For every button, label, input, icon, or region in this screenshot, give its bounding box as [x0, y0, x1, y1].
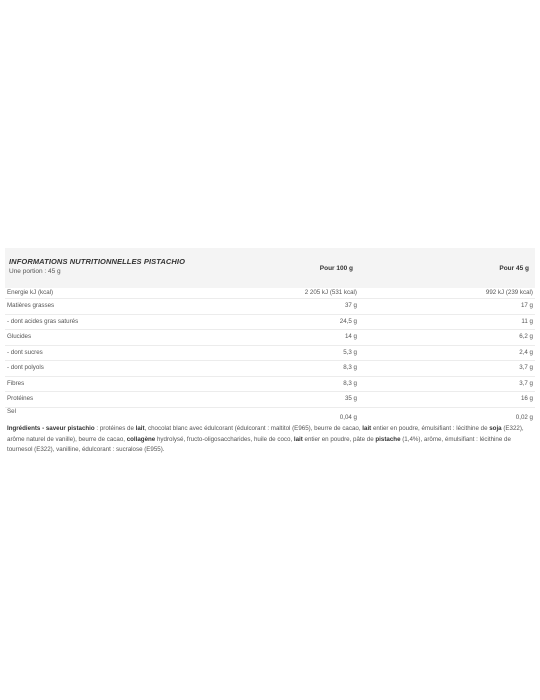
row-value-per100: 8,3 g	[343, 379, 357, 387]
table-row	[5, 361, 535, 377]
portion-size: Une portion : 45 g	[9, 268, 61, 275]
row-value-per45: 3,7 g	[519, 379, 533, 387]
row-label: - dont acides gras saturés	[7, 317, 79, 325]
nutrition-title: INFORMATIONS NUTRITIONNELLES PISTACHIO	[9, 257, 186, 266]
ingredient-highlight: lait	[362, 425, 372, 432]
row-value-per45: 17 g	[520, 302, 533, 309]
ingredient-highlight: collagène	[126, 435, 156, 443]
row-value-per45: 992 kJ (239 kcal)	[485, 289, 533, 296]
row-value-per100: 2 205 kJ (531 kcal)	[304, 289, 357, 296]
row-value-per45: 6,2 g	[519, 333, 533, 340]
row-value-per45: 3,7 g	[519, 364, 533, 371]
table-row	[5, 299, 535, 315]
col-per45-header: Pour 45 g	[499, 265, 529, 272]
table-row	[5, 330, 535, 346]
ingredient-highlight: lait	[135, 425, 145, 432]
row-value-per100: 8,3 g	[343, 364, 357, 371]
row-value-per100: 5,3 g	[343, 348, 357, 356]
table-row	[5, 288, 535, 299]
row-value-per100: 0,04 g	[339, 413, 357, 421]
ingredient-text: hydrolysé, fructo-oligosaccharides, huile de coco,	[155, 435, 294, 443]
ingredient-highlight: soja	[489, 425, 502, 432]
table-row	[5, 315, 535, 331]
nutrition-panel	[5, 248, 535, 456]
nutrition-header	[5, 248, 535, 288]
row-value-per45: 11 g	[521, 317, 533, 325]
row-label: Glucides	[7, 333, 32, 340]
ingredient-text: (E322), arôme naturel de vanille), beurre de cacao,	[7, 425, 524, 443]
row-label: Matières grasses	[7, 302, 55, 309]
ingredient-highlight: pistache	[375, 435, 401, 443]
ingredient-text: : protéines de	[94, 425, 136, 432]
row-label: - dont polyols	[7, 364, 44, 371]
table-row	[5, 408, 535, 423]
table-row	[5, 346, 535, 362]
row-label: Sel	[7, 407, 16, 415]
row-value-per100: 35 g	[344, 395, 357, 402]
row-value-per45: 2,4 g	[519, 348, 533, 356]
ingredients-text	[5, 424, 535, 456]
row-value-per100: 24,5 g	[339, 317, 357, 325]
row-value-per100: 37 g	[344, 302, 357, 309]
row-label: - dont sucres	[7, 348, 43, 356]
col-per100-header: Pour 100 g	[319, 265, 353, 272]
table-row	[5, 392, 535, 408]
table-row	[5, 377, 535, 393]
ingredient-highlight: lait	[293, 435, 303, 443]
row-label: Energie kJ (kcal)	[7, 289, 54, 296]
row-label: Fibres	[7, 379, 25, 387]
nutrition-rows	[5, 288, 535, 422]
row-label: Protéines	[7, 395, 34, 402]
row-value-per45: 16 g	[520, 395, 533, 402]
ingredient-text: (1,4%), arôme, émulsifiant : lécithine de tournesol (E322), vanilline, édulcorant : sucralose (E955).	[7, 435, 511, 453]
row-value-per45: 0,02 g	[515, 413, 533, 421]
ingredient-text: entier en poudre, émulsifiant : lécithine de	[371, 425, 490, 432]
row-value-per100: 14 g	[344, 333, 357, 340]
ingredient-highlight: Ingrédients - saveur pistachio	[7, 425, 95, 432]
ingredient-text: , chocolat blanc avec édulcorant (édulcorant : maltitol (E965), beurre de cacao,	[144, 425, 363, 432]
ingredient-text: entier en poudre, pâte de	[302, 435, 376, 443]
